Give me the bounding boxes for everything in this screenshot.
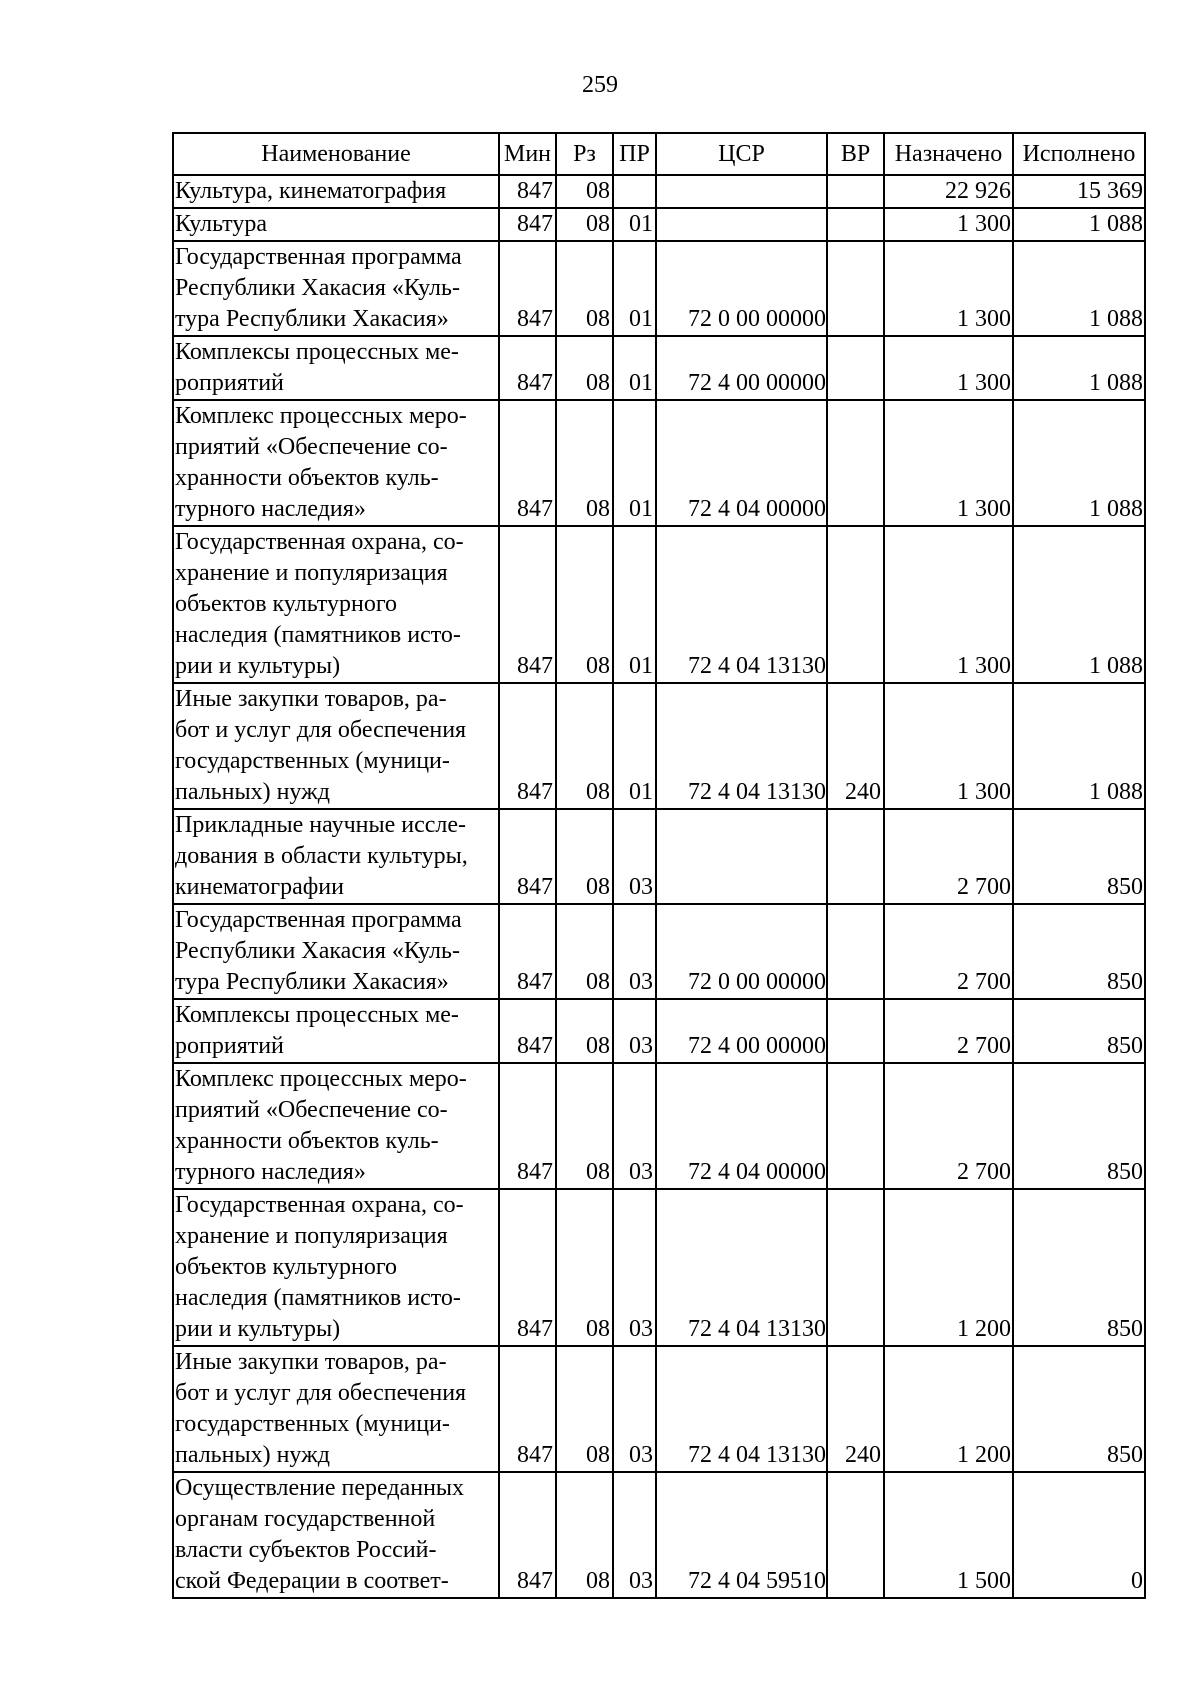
header-csr: ЦСР: [656, 133, 827, 175]
cell-assigned: 1 300: [884, 400, 1013, 526]
cell-pr: [613, 175, 656, 208]
cell-pr: 03: [613, 809, 656, 904]
cell-csr: 72 0 00 00000: [656, 904, 827, 999]
cell-executed: 1 088: [1013, 683, 1145, 809]
cell-csr: 72 4 00 00000: [656, 999, 827, 1063]
cell-executed: 1 088: [1013, 241, 1145, 336]
header-executed: Исполнено: [1013, 133, 1145, 175]
table-row: [173, 526, 1145, 683]
cell-name: Государственная программа Республики Хакасия «Куль- тура Республики Хакасия»: [173, 241, 499, 336]
cell-assigned: 2 700: [884, 904, 1013, 999]
cell-pr: 03: [613, 999, 656, 1063]
cell-csr: [656, 208, 827, 241]
cell-pr: 01: [613, 241, 656, 336]
cell-pr: 03: [613, 1189, 656, 1346]
cell-csr: 72 4 04 13130: [656, 1346, 827, 1472]
cell-min: 847: [499, 336, 556, 400]
cell-rz: 08: [556, 400, 613, 526]
header-name: Наименование: [173, 133, 499, 175]
cell-assigned: 2 700: [884, 809, 1013, 904]
cell-pr: 01: [613, 336, 656, 400]
cell-vr: 240: [827, 1346, 884, 1472]
cell-rz: 08: [556, 999, 613, 1063]
cell-assigned: 1 300: [884, 336, 1013, 400]
cell-vr: [827, 336, 884, 400]
cell-assigned: 2 700: [884, 1063, 1013, 1189]
cell-executed: 0: [1013, 1472, 1145, 1598]
cell-assigned: 1 500: [884, 1472, 1013, 1598]
cell-executed: 1 088: [1013, 526, 1145, 683]
cell-name: Комплекс процессных меро- приятий «Обеспечение со- хранности объектов куль- турного наследия»: [173, 1063, 499, 1189]
table-row: [173, 208, 1145, 241]
cell-min: 847: [499, 208, 556, 241]
cell-vr: [827, 1063, 884, 1189]
cell-csr: [656, 175, 827, 208]
cell-name: Иные закупки товаров, ра- бот и услуг для обеспечения государственных (муници- пальных) нужд: [173, 683, 499, 809]
cell-min: 847: [499, 809, 556, 904]
cell-name: Осуществление переданных органам государственной власти субъектов Россий- ской Федерации в соответ-: [173, 1472, 499, 1598]
table-row: [173, 904, 1145, 999]
cell-csr: [656, 809, 827, 904]
cell-executed: 15 369: [1013, 175, 1145, 208]
header-vr: ВР: [827, 133, 884, 175]
cell-pr: 01: [613, 683, 656, 809]
cell-assigned: 1 300: [884, 526, 1013, 683]
cell-vr: [827, 904, 884, 999]
cell-vr: [827, 175, 884, 208]
cell-executed: 850: [1013, 999, 1145, 1063]
table-body: [173, 175, 1145, 1598]
header-assigned: Назначено: [884, 133, 1013, 175]
cell-vr: [827, 526, 884, 683]
cell-executed: 1 088: [1013, 400, 1145, 526]
cell-pr: 03: [613, 904, 656, 999]
cell-pr: 01: [613, 208, 656, 241]
cell-name: Комплексы процессных ме- роприятий: [173, 999, 499, 1063]
cell-min: 847: [499, 1472, 556, 1598]
cell-csr: 72 4 04 00000: [656, 1063, 827, 1189]
cell-min: 847: [499, 526, 556, 683]
cell-name: Комплексы процессных ме- роприятий: [173, 336, 499, 400]
page-number: 259: [582, 72, 618, 98]
table-row: [173, 1063, 1145, 1189]
cell-rz: 08: [556, 175, 613, 208]
cell-rz: 08: [556, 241, 613, 336]
table-row: [173, 1189, 1145, 1346]
cell-name: Культура: [173, 208, 499, 241]
cell-assigned: 1 200: [884, 1346, 1013, 1472]
header-pr: ПР: [613, 133, 656, 175]
cell-vr: [827, 809, 884, 904]
cell-rz: 08: [556, 1346, 613, 1472]
cell-min: 847: [499, 1063, 556, 1189]
table-row: [173, 809, 1145, 904]
cell-min: 847: [499, 175, 556, 208]
cell-rz: 08: [556, 1189, 613, 1346]
cell-vr: [827, 241, 884, 336]
cell-rz: 08: [556, 1472, 613, 1598]
cell-rz: 08: [556, 208, 613, 241]
cell-executed: 1 088: [1013, 336, 1145, 400]
cell-executed: 850: [1013, 1063, 1145, 1189]
cell-csr: 72 4 04 13130: [656, 526, 827, 683]
cell-vr: [827, 208, 884, 241]
cell-name: Государственная программа Республики Хакасия «Куль- тура Республики Хакасия»: [173, 904, 499, 999]
cell-min: 847: [499, 683, 556, 809]
cell-csr: 72 4 04 13130: [656, 1189, 827, 1346]
cell-min: 847: [499, 904, 556, 999]
cell-assigned: 1 300: [884, 683, 1013, 809]
header-min: Мин: [499, 133, 556, 175]
cell-assigned: 1 300: [884, 208, 1013, 241]
cell-assigned: 1 200: [884, 1189, 1013, 1346]
table-row: [173, 241, 1145, 336]
table-row: [173, 400, 1145, 526]
cell-executed: 850: [1013, 904, 1145, 999]
table-row: [173, 1346, 1145, 1472]
cell-executed: 850: [1013, 1189, 1145, 1346]
cell-csr: 72 4 04 59510: [656, 1472, 827, 1598]
cell-csr: 72 4 00 00000: [656, 336, 827, 400]
cell-min: 847: [499, 241, 556, 336]
cell-pr: 03: [613, 1063, 656, 1189]
header-rz: Рз: [556, 133, 613, 175]
cell-vr: [827, 1189, 884, 1346]
table-row: [173, 336, 1145, 400]
budget-table: [172, 132, 1146, 1599]
cell-vr: [827, 999, 884, 1063]
table-row: [173, 175, 1145, 208]
cell-vr: [827, 1472, 884, 1598]
table-header-row: [173, 133, 1145, 175]
cell-name: Государственная охрана, со- хранение и популяризация объектов культурного наследия (памятников исто- рии и культуры): [173, 1189, 499, 1346]
cell-min: 847: [499, 999, 556, 1063]
cell-pr: 03: [613, 1472, 656, 1598]
cell-min: 847: [499, 1189, 556, 1346]
cell-csr: 72 0 00 00000: [656, 241, 827, 336]
cell-executed: 1 088: [1013, 208, 1145, 241]
cell-vr: 240: [827, 683, 884, 809]
cell-rz: 08: [556, 904, 613, 999]
cell-assigned: 1 300: [884, 241, 1013, 336]
cell-rz: 08: [556, 1063, 613, 1189]
cell-name: Комплекс процессных меро- приятий «Обеспечение со- хранности объектов куль- турного наследия»: [173, 400, 499, 526]
cell-rz: 08: [556, 809, 613, 904]
table-row: [173, 683, 1145, 809]
cell-pr: 01: [613, 400, 656, 526]
table-row: [173, 999, 1145, 1063]
cell-min: 847: [499, 1346, 556, 1472]
cell-name: Культура, кинематография: [173, 175, 499, 208]
cell-executed: 850: [1013, 1346, 1145, 1472]
cell-rz: 08: [556, 683, 613, 809]
cell-name: Прикладные научные иссле- дования в области культуры, кинематографии: [173, 809, 499, 904]
cell-assigned: 2 700: [884, 999, 1013, 1063]
cell-min: 847: [499, 400, 556, 526]
cell-executed: 850: [1013, 809, 1145, 904]
cell-csr: 72 4 04 00000: [656, 400, 827, 526]
cell-rz: 08: [556, 336, 613, 400]
cell-pr: 01: [613, 526, 656, 683]
cell-name: Государственная охрана, со- хранение и популяризация объектов культурного наследия (памятников исто- рии и культуры): [173, 526, 499, 683]
cell-assigned: 22 926: [884, 175, 1013, 208]
cell-csr: 72 4 04 13130: [656, 683, 827, 809]
cell-name: Иные закупки товаров, ра- бот и услуг для обеспечения государственных (муници- пальных) нужд: [173, 1346, 499, 1472]
cell-pr: 03: [613, 1346, 656, 1472]
cell-vr: [827, 400, 884, 526]
cell-rz: 08: [556, 526, 613, 683]
table-row: [173, 1472, 1145, 1598]
